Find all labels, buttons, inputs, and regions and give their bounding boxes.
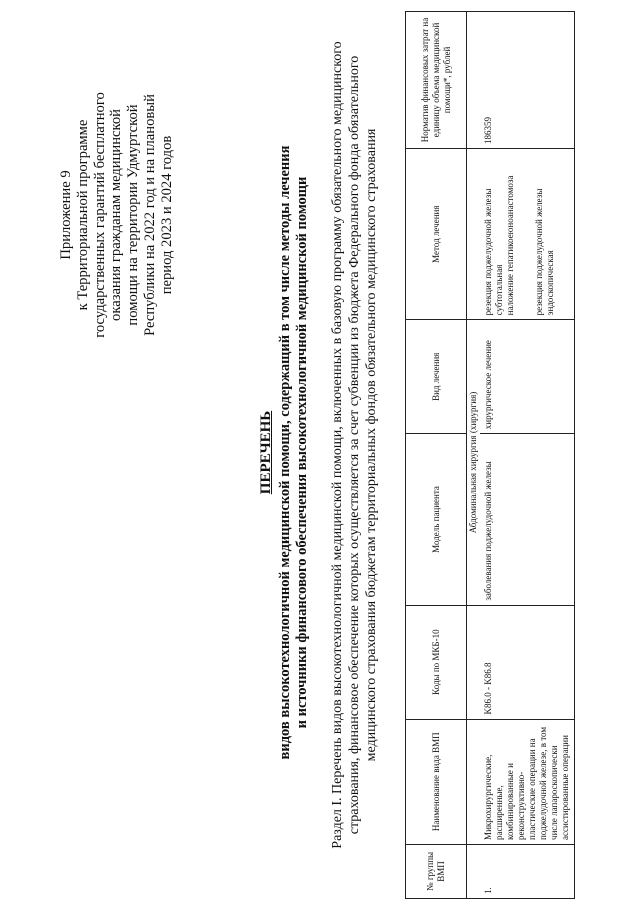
cell-treatment-type: хирургическое лечение xyxy=(480,320,575,434)
method-item: резекция поджелудочной железы субтотальная xyxy=(483,188,504,316)
cell-cost: 186359 xyxy=(480,12,575,149)
appendix-line: период 2023 и 2024 годов xyxy=(158,135,175,295)
col-header-group-number: № группы ВМП xyxy=(406,844,467,898)
title-heading: ПЕРЕЧЕНЬ xyxy=(258,410,274,495)
table-row xyxy=(480,12,575,899)
section-heading: Раздел I. Перечень видов высокотехнологичной медицинской помощи, включенных в базовую программу обязательного медицинского страхования, финансовое обеспечение которых осуществляется за счет субвенции из бюджета Федерального фонда обязательного медицинского страхования бюджетам территориальных фондов обязательного медицинского страхования xyxy=(330,41,379,849)
cell-patient-model: заболевания поджелудочной железы xyxy=(480,434,575,605)
col-header-vmp-name: Наименование вида ВМП xyxy=(406,719,467,844)
col-header-treatment-type: Вид лечения xyxy=(406,320,467,434)
appendix-line: Республики на 2022 год и на плановый xyxy=(141,94,158,336)
title-line: и источники финансового обеспечения высокотехнологичной медицинской помощи xyxy=(294,176,310,729)
cell-group-number: 1. xyxy=(480,844,575,898)
vmp-table xyxy=(405,11,575,899)
method-item: резекция поджелудочной железы эндоскопическая xyxy=(534,188,555,316)
col-header-cost-standard: Норматив финансовых затрат на единицу объема медицинской помощи*, рублей xyxy=(406,12,467,149)
cell-vmp-name: Микрохирургические, расширенные, комбинированные и реконструктивно-пластические операции на поджелудочной железе, в том числе лапароскопически ассистированные операции xyxy=(480,719,575,844)
col-header-treatment-method: Метод лечения xyxy=(406,148,467,319)
category-label: Абдоминальная хирургия (хирургия) xyxy=(467,320,481,605)
method-item: наложение гепатикоеюноанастомоза xyxy=(505,175,515,316)
appendix-line: Приложение 9 xyxy=(58,170,74,260)
table-header-row xyxy=(406,12,467,899)
title-line: видов высокотехнологичной медицинской помощи, содержащий в том числе методы лечения xyxy=(277,145,293,760)
appendix-line: помощи на территории Удмуртской xyxy=(125,104,142,326)
document-title xyxy=(258,40,311,865)
cell-treatment-method xyxy=(480,148,575,319)
cell-icd-codes: K86.0 - K86.8 xyxy=(480,605,575,719)
appendix-line: государственных гарантий бесплатного xyxy=(91,92,108,338)
category-row xyxy=(467,12,481,899)
col-header-patient-model: Модель пациента xyxy=(406,434,467,605)
appendix-header xyxy=(58,65,176,365)
col-header-icd-codes: Коды по МКБ-10 xyxy=(406,605,467,719)
appendix-line: к Территориальной программе xyxy=(74,119,91,311)
appendix-line: оказания гражданам медицинской xyxy=(108,109,125,321)
